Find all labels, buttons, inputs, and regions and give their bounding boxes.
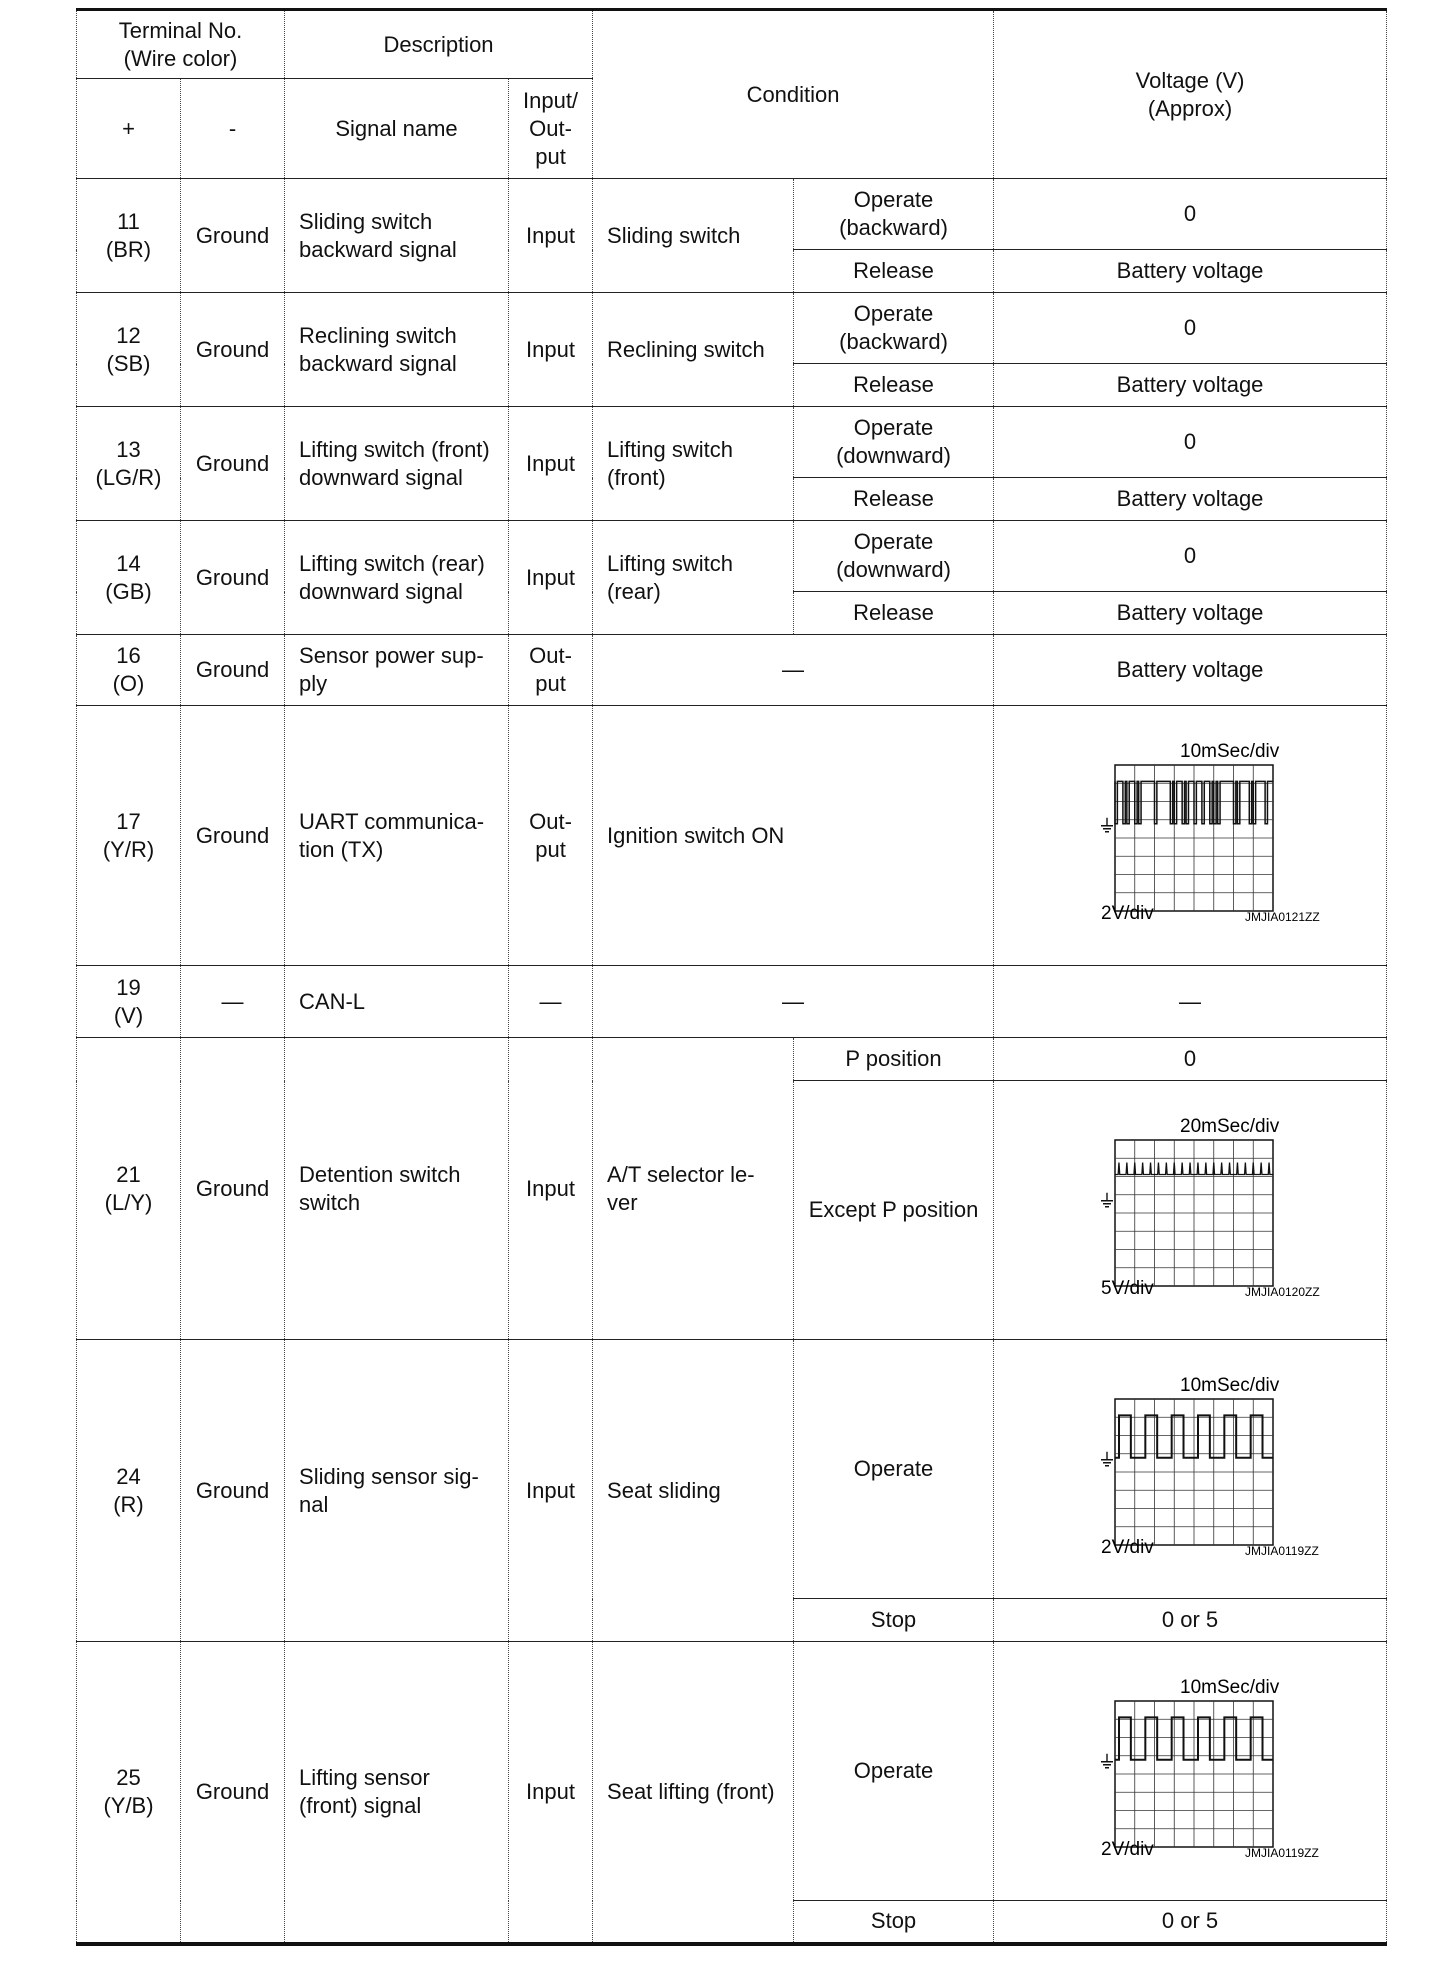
scope-grid <box>1101 1701 1273 1847</box>
sub-condition-cell: Release <box>794 364 994 407</box>
io-cell <box>509 635 593 706</box>
ground-cell: Ground <box>181 706 285 966</box>
voltage-cell: 0 or 5 <box>994 1901 1387 1944</box>
voltage-cell: Battery voltage <box>994 250 1387 293</box>
volt-div-label: 2V/div <box>1101 1536 1154 1558</box>
signal-name-cell <box>285 706 509 966</box>
terminal-number: 25 <box>116 1764 141 1790</box>
condition-line-1: Lifting switch <box>607 436 733 462</box>
terminal-number: 21 <box>116 1161 141 1187</box>
sub-condition-cell <box>794 179 994 250</box>
header-plus: + <box>77 79 181 179</box>
io-cell: Input <box>509 1340 593 1642</box>
wire-color: (O) <box>112 671 145 696</box>
voltage-cell: 0 <box>994 293 1387 364</box>
signal-line-1: Sliding switch <box>299 208 433 234</box>
io-label-1: Input/ <box>523 87 579 113</box>
ground-symbol-icon <box>1101 1753 1113 1767</box>
terminal-number: 24 <box>116 1463 141 1489</box>
sub-line-2: (backward) <box>839 329 948 354</box>
ground-symbol-icon <box>1101 818 1113 832</box>
sub-condition-cell: Stop <box>794 1901 994 1944</box>
time-div-label: 10mSec/div <box>1180 741 1280 762</box>
wire-color: (V) <box>113 1002 144 1028</box>
condition-cell: Sliding switch <box>593 179 794 293</box>
signal-name-cell <box>285 635 509 706</box>
ground-cell: Ground <box>181 521 285 635</box>
terminal-number: 16 <box>116 643 141 668</box>
approx-label: (Approx) <box>1147 95 1233 121</box>
figure-code: JMJIA0120ZZ <box>1245 1284 1320 1299</box>
table-row <box>77 293 1387 364</box>
sub-line-1: Operate <box>853 301 934 326</box>
terminal-cell <box>77 635 181 706</box>
voltage-cell: 0 or 5 <box>994 1599 1387 1642</box>
signal-line-2: backward signal <box>299 236 457 262</box>
terminal-table-sheet <box>76 8 1386 1946</box>
sub-condition-cell <box>794 521 994 592</box>
ground-cell: — <box>181 966 285 1038</box>
wire-color: (SB) <box>106 350 151 376</box>
condition-cell <box>593 521 794 635</box>
terminal-number: 17 <box>116 808 141 834</box>
signal-line-1: UART communica- <box>299 808 485 834</box>
terminal-number: 12 <box>116 322 141 348</box>
signal-name-cell: CAN-L <box>285 966 509 1038</box>
signal-line-2: (front) signal <box>299 1792 422 1818</box>
sub-line-2: (backward) <box>839 215 948 240</box>
io-line-2: put <box>535 671 566 696</box>
sub-condition-cell: Release <box>794 592 994 635</box>
sub-condition-cell: Release <box>794 478 994 521</box>
signal-line-2: ply <box>299 671 328 696</box>
io-label-2: Out- <box>529 115 572 141</box>
volt-div-label: 2V/div <box>1101 903 1154 924</box>
header-minus: - <box>181 79 285 179</box>
io-cell: Input <box>509 293 593 407</box>
io-cell: Input <box>509 179 593 293</box>
voltage-cell: 0 <box>994 179 1387 250</box>
scope-grid <box>1101 1140 1273 1286</box>
io-cell: Input <box>509 407 593 521</box>
voltage-label: Voltage (V) <box>1135 67 1245 93</box>
figure-code: JMJIA0121ZZ <box>1245 910 1320 924</box>
sliding-sensor-waveform-oscilloscope <box>1045 1367 1335 1572</box>
terminal-cell <box>77 521 181 635</box>
condition-cell: Seat sliding <box>593 1340 794 1642</box>
table-row <box>77 635 1387 706</box>
sub-line-1: Operate <box>853 415 934 440</box>
signal-line-1: Reclining switch <box>299 322 457 348</box>
detention-waveform-oscilloscope <box>1045 1108 1335 1313</box>
wire-color: (BR) <box>105 236 152 262</box>
io-cell: Input <box>509 1642 593 1944</box>
table-row <box>77 407 1387 478</box>
figure-code: JMJIA0119ZZ <box>1245 1845 1319 1860</box>
header-input-output <box>509 79 593 179</box>
volt-div-label: 2V/div <box>1101 1838 1154 1860</box>
wire-color: (R) <box>113 1491 144 1517</box>
header-row-1 <box>77 10 1387 79</box>
lifting-sensor-waveform-oscilloscope <box>1045 1669 1335 1874</box>
ground-cell: Ground <box>181 1642 285 1944</box>
voltage-cell: — <box>994 966 1387 1038</box>
signal-line-1: Detention switch <box>299 1161 461 1187</box>
table-row <box>77 1642 1387 1901</box>
header-signal-name: Signal name <box>285 79 509 179</box>
terminal-number: 13 <box>116 436 141 462</box>
wire-color: (Y/R) <box>102 836 155 862</box>
voltage-cell: 0 <box>994 1038 1387 1081</box>
table-row <box>77 1340 1387 1599</box>
terminal-cell <box>77 1340 181 1642</box>
wire-color-label: (Wire color) <box>123 45 238 71</box>
sub-line-2: (downward) <box>836 557 951 582</box>
terminal-cell <box>77 293 181 407</box>
terminal-cell <box>77 407 181 521</box>
condition-cell: — <box>593 635 994 706</box>
condition-cell <box>593 1038 794 1340</box>
signal-line-2: backward signal <box>299 350 457 376</box>
wire-color: (LG/R) <box>95 464 162 490</box>
figure-code: JMJIA0119ZZ <box>1245 1543 1319 1558</box>
terminal-cell <box>77 1038 181 1340</box>
condition-cell: Reclining switch <box>593 293 794 407</box>
io-label-3: put <box>535 143 566 169</box>
sub-condition-cell: Release <box>794 250 994 293</box>
io-line-1: Out- <box>529 643 572 668</box>
io-cell: — <box>509 966 593 1038</box>
ground-symbol-icon <box>1101 1451 1113 1465</box>
terminal-number: 14 <box>116 550 141 576</box>
header-voltage <box>994 10 1387 179</box>
signal-name-cell <box>285 179 509 293</box>
terminal-cell <box>77 1642 181 1944</box>
sub-condition-cell: Operate <box>794 1642 994 1901</box>
waveform-cell <box>994 1642 1387 1901</box>
voltage-cell: 0 <box>994 521 1387 592</box>
header-condition: Condition <box>593 10 994 179</box>
time-div-label: 10mSec/div <box>1180 1676 1280 1698</box>
signal-line-1: Lifting sensor <box>299 1764 430 1790</box>
voltage-cell: Battery voltage <box>994 635 1387 706</box>
signal-line-2: nal <box>299 1491 329 1517</box>
ground-symbol-icon <box>1101 1192 1113 1206</box>
wire-color: (L/Y) <box>104 1189 153 1215</box>
wire-color: (GB) <box>105 578 152 604</box>
header-terminal-no <box>77 10 285 79</box>
signal-line-2: switch <box>299 1189 361 1215</box>
io-cell <box>509 706 593 966</box>
ground-cell: Ground <box>181 293 285 407</box>
volt-div-label: 5V/div <box>1101 1277 1154 1299</box>
condition-line-1: A/T selector le- <box>607 1161 755 1187</box>
condition-cell: Seat lifting (front) <box>593 1642 794 1944</box>
sub-line-1: Operate <box>853 529 934 554</box>
table-row <box>77 706 1387 966</box>
signal-line-2: downward signal <box>299 578 463 604</box>
signal-name-cell <box>285 1340 509 1642</box>
ground-cell: Ground <box>181 1038 285 1340</box>
signal-name-cell <box>285 1038 509 1340</box>
condition-line-2: ver <box>607 1189 638 1215</box>
uart-waveform-oscilloscope <box>1045 733 1335 938</box>
wire-color: (Y/B) <box>103 1792 154 1818</box>
signal-line-2: downward signal <box>299 464 463 490</box>
signal-name-cell <box>285 293 509 407</box>
time-div-label: 20mSec/div <box>1180 1115 1280 1137</box>
waveform-cell <box>994 706 1387 966</box>
signal-name-cell <box>285 521 509 635</box>
terminal-cell <box>77 179 181 293</box>
voltage-cell: Battery voltage <box>994 592 1387 635</box>
ground-cell: Ground <box>181 635 285 706</box>
condition-cell: Ignition switch ON <box>593 706 994 966</box>
sub-condition-cell: Stop <box>794 1599 994 1642</box>
table-row <box>77 179 1387 250</box>
condition-line-2: (front) <box>607 464 666 490</box>
io-cell: Input <box>509 521 593 635</box>
terminal-number: 19 <box>116 974 141 1000</box>
signal-line-1: Lifting switch (front) <box>299 436 490 462</box>
terminal-number: 11 <box>117 208 140 234</box>
signal-name-cell <box>285 1642 509 1944</box>
time-div-label: 10mSec/div <box>1180 1374 1280 1396</box>
terminal-voltage-table <box>76 8 1387 1946</box>
sub-condition-cell: P position <box>794 1038 994 1081</box>
table-row <box>77 521 1387 592</box>
waveform-cell <box>994 1081 1387 1340</box>
sub-line-1: Operate <box>853 187 934 212</box>
signal-line-1: Sliding sensor sig- <box>299 1463 479 1489</box>
condition-cell: — <box>593 966 994 1038</box>
scope-grid <box>1101 1399 1273 1545</box>
io-cell: Input <box>509 1038 593 1340</box>
signal-line-1: Sensor power sup- <box>299 643 484 668</box>
voltage-cell: Battery voltage <box>994 478 1387 521</box>
ground-cell: Ground <box>181 179 285 293</box>
voltage-cell: 0 <box>994 407 1387 478</box>
signal-waveform <box>1115 781 1273 823</box>
table-row <box>77 966 1387 1038</box>
signal-line-1: Lifting switch (rear) <box>299 550 485 576</box>
ground-cell: Ground <box>181 1340 285 1642</box>
signal-line-2: tion (TX) <box>299 836 384 862</box>
io-line-2: put <box>535 836 566 862</box>
sub-condition-cell <box>794 293 994 364</box>
terminal-cell <box>77 706 181 966</box>
sub-condition-cell: Operate <box>794 1340 994 1599</box>
table-row <box>77 1038 1387 1081</box>
terminal-no-label: Terminal No. <box>118 17 243 43</box>
sub-line-2: (downward) <box>836 443 951 468</box>
condition-line-2: (rear) <box>607 578 661 604</box>
terminal-cell <box>77 966 181 1038</box>
header-description: Description <box>285 10 593 79</box>
voltage-cell: Battery voltage <box>994 364 1387 407</box>
ground-cell: Ground <box>181 407 285 521</box>
waveform-cell <box>994 1340 1387 1599</box>
condition-cell <box>593 407 794 521</box>
signal-name-cell <box>285 407 509 521</box>
condition-line-1: Lifting switch <box>607 550 733 576</box>
io-line-1: Out- <box>529 808 572 834</box>
sub-condition-cell: Except P position <box>794 1081 994 1340</box>
sub-condition-cell <box>794 407 994 478</box>
